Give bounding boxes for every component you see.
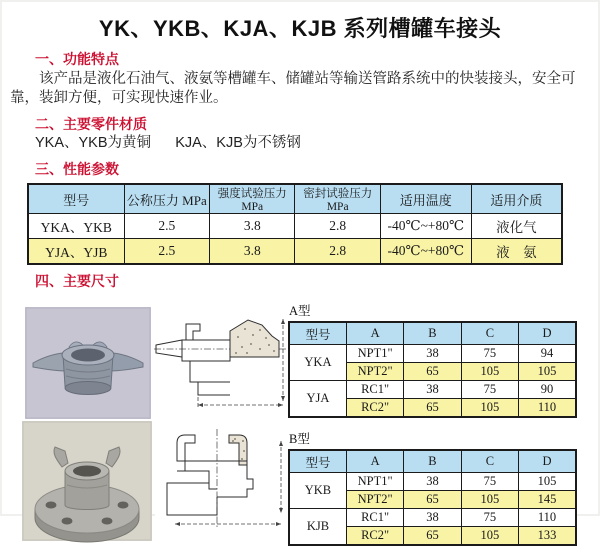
cell: 液化气 <box>471 214 562 239</box>
cell: 110 <box>519 399 576 418</box>
product-photo-flange-coupling <box>22 421 152 541</box>
cell: 65 <box>404 363 461 381</box>
col-header: D <box>519 322 576 345</box>
cell: 94 <box>519 345 576 363</box>
dimensions-section <box>0 299 600 545</box>
table-row <box>289 473 576 491</box>
cell: 133 <box>519 527 576 546</box>
cell: 75 <box>461 509 518 527</box>
section-heading-dimensions: 四、主要尺寸 <box>35 273 119 289</box>
cell: 65 <box>404 527 461 546</box>
cell: -40℃~+80℃ <box>380 214 471 239</box>
cell: 38 <box>404 473 461 491</box>
col-header: 强度试验压力MPa <box>210 184 295 214</box>
cross-section-drawing-a <box>152 311 290 417</box>
table-header-row <box>289 322 576 345</box>
cell: 105 <box>461 491 518 509</box>
table-row <box>28 239 562 265</box>
col-header: C <box>461 322 518 345</box>
dim-table-a-label: A型 <box>289 304 311 318</box>
cell: RC2" <box>346 527 403 546</box>
cell: YJA、YJB <box>28 239 124 265</box>
cell: 2.5 <box>124 214 209 239</box>
model-cell: KJB <box>289 509 346 546</box>
performance-table <box>27 183 563 265</box>
materials-text: YKA、YKB为黄铜 KJA、KJB为不锈钢 <box>35 135 301 151</box>
section-heading-performance: 三、性能参数 <box>35 161 119 177</box>
cell: 2.5 <box>124 239 209 265</box>
cell: NPT1" <box>346 473 403 491</box>
cell: 145 <box>519 491 576 509</box>
cell: 105 <box>461 527 518 546</box>
dimension-table-b <box>288 449 577 546</box>
table-header-row <box>289 450 576 473</box>
col-header: C <box>461 450 518 473</box>
cell: RC2" <box>346 399 403 418</box>
cell: NPT2" <box>346 491 403 509</box>
cell: 75 <box>461 473 518 491</box>
cross-section-drawing-b <box>155 427 290 532</box>
section-heading-features: 一、功能特点 <box>35 51 119 67</box>
col-header: 适用温度 <box>380 184 471 214</box>
cell: 38 <box>404 381 461 399</box>
dim-table-b-label: B型 <box>289 432 310 446</box>
col-header: 公称压力 MPa <box>124 184 209 214</box>
cell: 2.8 <box>295 214 380 239</box>
cell: 110 <box>519 509 576 527</box>
col-header: 密封试验压力MPa <box>295 184 380 214</box>
cell: 105 <box>519 473 576 491</box>
col-header: 型号 <box>289 450 346 473</box>
cell: 38 <box>404 509 461 527</box>
cell: 38 <box>404 345 461 363</box>
cell: 液 氨 <box>471 239 562 265</box>
dimension-table-a <box>288 321 577 418</box>
model-cell: YJA <box>289 381 346 418</box>
dimension-tables-column <box>288 301 578 557</box>
col-header: 型号 <box>28 184 124 214</box>
cell: 3.8 <box>210 214 295 239</box>
cell: YKA、YKB <box>28 214 124 239</box>
model-cell: YKA <box>289 345 346 381</box>
cell: 90 <box>519 381 576 399</box>
cell: 75 <box>461 381 518 399</box>
cell: RC1" <box>346 509 403 527</box>
cell: NPT1" <box>346 345 403 363</box>
col-header: B <box>404 322 461 345</box>
product-photo-wing-coupling <box>25 307 151 419</box>
cell: 105 <box>519 363 576 381</box>
col-header: B <box>404 450 461 473</box>
table-row <box>289 345 576 363</box>
col-header: A <box>346 450 403 473</box>
cell: -40℃~+80℃ <box>380 239 471 265</box>
cell: 2.8 <box>295 239 380 265</box>
page-title: YK、YKB、KJA、KJB 系列槽罐车接头 <box>98 16 502 41</box>
section-heading-materials: 二、主要零件材质 <box>35 116 147 132</box>
col-header: A <box>346 322 403 345</box>
cell: 105 <box>461 399 518 418</box>
model-cell: YKB <box>289 473 346 509</box>
cell: 65 <box>404 399 461 418</box>
table-row <box>289 381 576 399</box>
col-header: 适用介质 <box>471 184 562 214</box>
cell: NPT2" <box>346 363 403 381</box>
table-row <box>28 214 562 239</box>
cell: RC1" <box>346 381 403 399</box>
table-header-row <box>28 184 562 214</box>
cell: 75 <box>461 345 518 363</box>
cell: 65 <box>404 491 461 509</box>
cell: 3.8 <box>210 239 295 265</box>
col-header: 型号 <box>289 322 346 345</box>
cell: 105 <box>461 363 518 381</box>
col-header: D <box>519 450 576 473</box>
table-row <box>289 509 576 527</box>
features-paragraph: 该产品是液化石油气、液氨等槽罐车、储罐站等输送管路系统中的快装接头，安全可靠，装卸方便，可实现快速作业。 <box>10 71 576 106</box>
